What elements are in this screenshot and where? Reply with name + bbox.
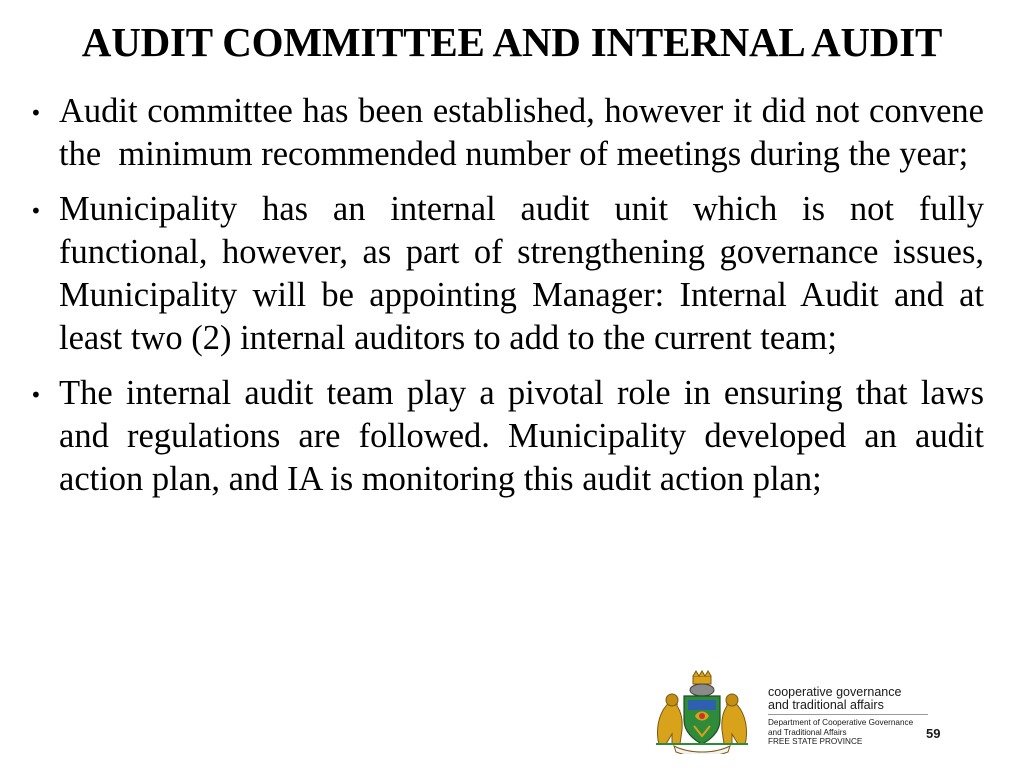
bullet-icon: • [30,199,42,223]
department-title [768,686,938,712]
bullet-icon: • [30,101,42,125]
footer [650,670,990,760]
department-subtitle-line: and Traditional Affairs [768,727,847,737]
bullet-text: Municipality has an internal audit unit which is not fully functional, however, as part of strengthening governance issues, Municipality will be appointing Manager: Internal Audit and at least two (2) internal auditors to add to the current team; [59,190,984,357]
divider [768,714,928,715]
bullet-text: Audit committee has been established, however it did not convene the minimum recommended number of meetings during the year; [59,92,993,173]
slide-title: AUDIT COMMITTEE AND INTERNAL AUDIT [81,19,943,65]
page-number: 59 [926,726,941,741]
bullet-icon: • [30,383,42,407]
department-subtitle [768,718,941,747]
coat-of-arms-icon [650,670,754,754]
bullet-item [30,188,984,360]
department-subtitle-line: Department of Cooperative Governance [768,718,914,727]
bullet-item [30,90,993,176]
bullet-text: The internal audit team play a pivotal role in ensuring that laws and regulations are followed. Municipality developed an audit action plan, and IA is monitoring this audit action plan; [59,374,984,498]
department-title-line: cooperative governance [768,685,902,699]
bullet-item [30,372,984,501]
department-subtitle-line: FREE STATE PROVINCE [768,737,863,747]
bullet-list [30,90,993,513]
department-title-line: and traditional affairs [768,698,884,712]
